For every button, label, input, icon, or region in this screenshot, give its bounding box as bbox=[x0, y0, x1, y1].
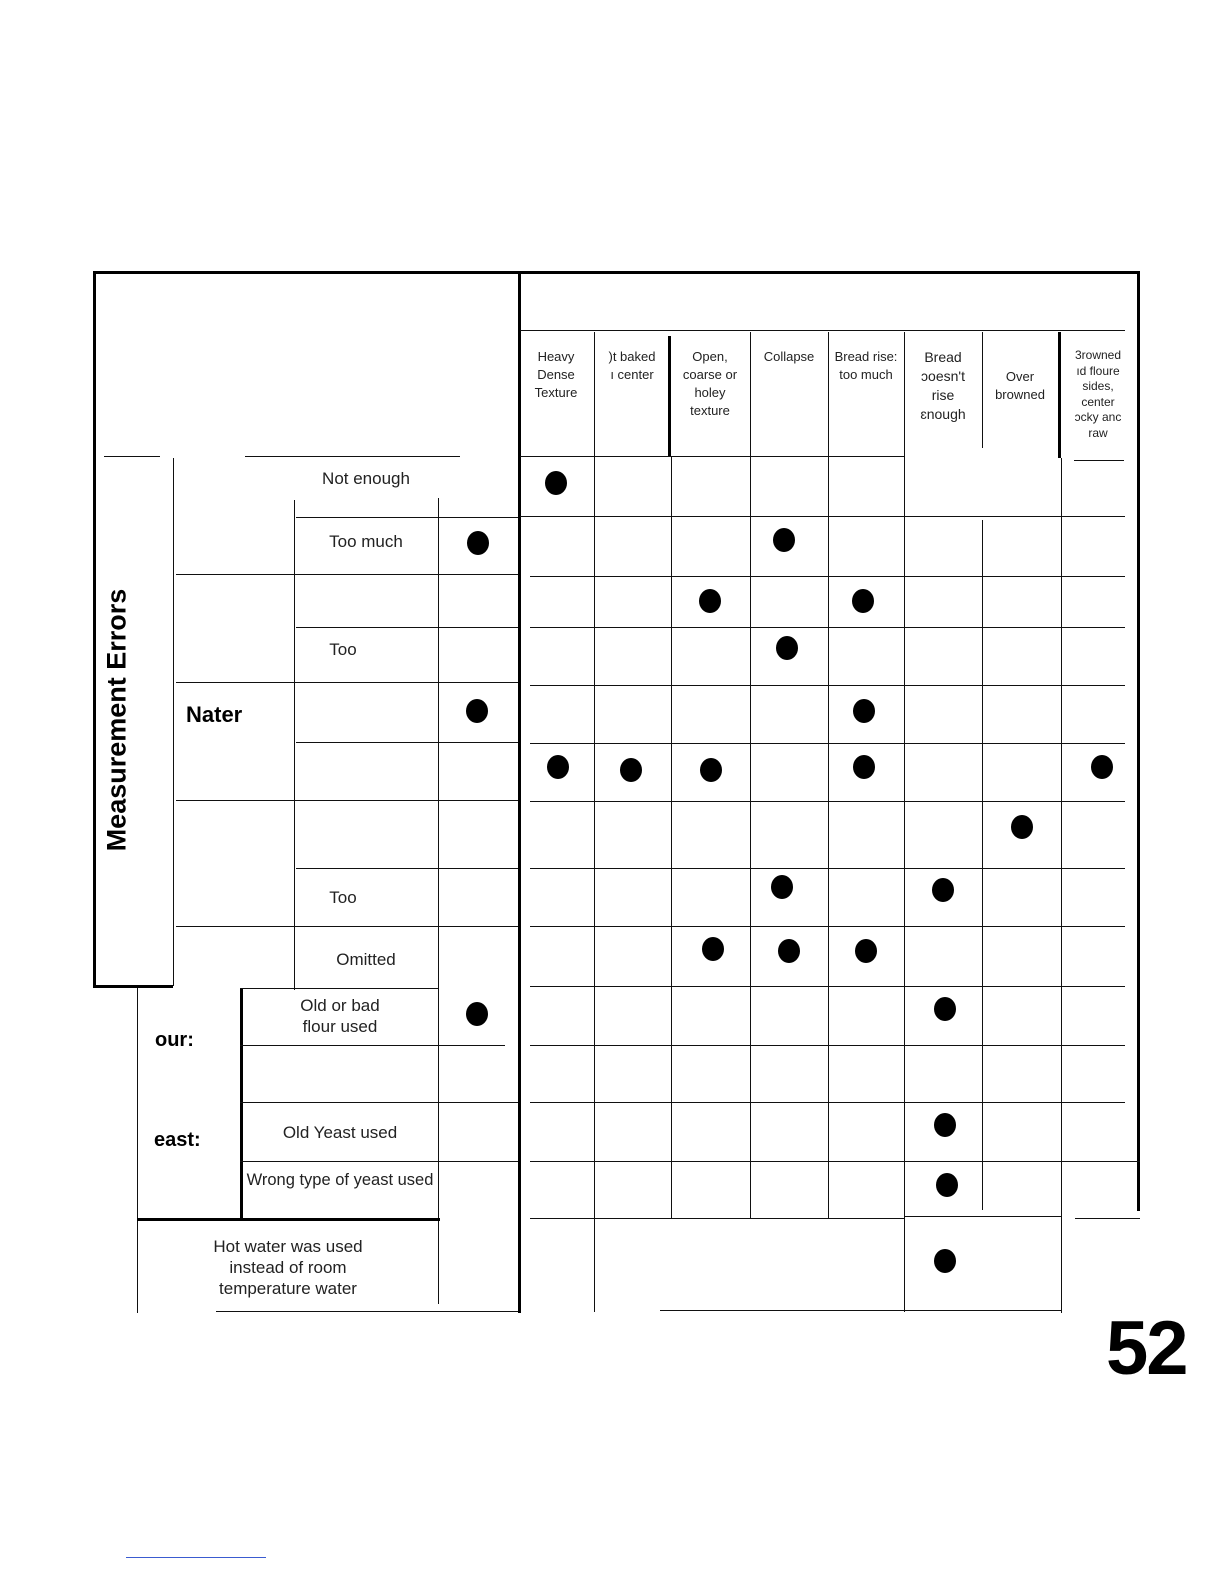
marker-dot bbox=[771, 875, 793, 899]
row-label-wrong-yeast: Wrong type of yeast used bbox=[246, 1171, 434, 1189]
row-label-omitted: Omitted bbox=[336, 950, 396, 969]
col-header-over-browned: Over browned bbox=[995, 369, 1045, 402]
marker-dot bbox=[852, 589, 874, 613]
marker-dot bbox=[547, 755, 569, 779]
marker-dot bbox=[467, 531, 489, 555]
marker-dot bbox=[545, 471, 567, 495]
col-header-collapse: Collapse bbox=[763, 349, 815, 364]
col-header-doesnt-rise: Bread ɔoesn't rise ɛnough bbox=[920, 349, 966, 422]
marker-dot bbox=[702, 937, 724, 961]
group-label-flour: our: bbox=[155, 1029, 194, 1051]
col-header-open-coarse: Open, coarse or holey texture bbox=[682, 349, 738, 418]
row-label-hot-water: Hot water was used instead of room temperature water bbox=[213, 1237, 363, 1298]
footer-rule bbox=[126, 1557, 266, 1558]
row-label-too-1: Too bbox=[329, 640, 357, 659]
marker-dot bbox=[773, 528, 795, 552]
marker-dot bbox=[620, 758, 642, 782]
marker-dot bbox=[853, 699, 875, 723]
marker-dot bbox=[1091, 755, 1113, 779]
marker-dot bbox=[778, 939, 800, 963]
marker-dot bbox=[932, 878, 954, 902]
marker-dot bbox=[776, 636, 798, 660]
marker-dot bbox=[466, 699, 488, 723]
page-number: 52 bbox=[1106, 1306, 1187, 1391]
col-header-not-baked-center: )t baked ı center bbox=[608, 349, 656, 382]
marker-dot bbox=[934, 1113, 956, 1137]
row-label-old-yeast: Old Yeast used bbox=[282, 1123, 398, 1142]
group-label-yeast: east: bbox=[154, 1129, 201, 1151]
marker-dot bbox=[466, 1002, 488, 1026]
marker-dot bbox=[1011, 815, 1033, 839]
marker-dot bbox=[853, 755, 875, 779]
row-label-not-enough: Not enough bbox=[322, 469, 410, 488]
col-header-browned-sides: 3rowned ıd floure sides, center ɔcky anc raw bbox=[1074, 348, 1122, 440]
row-label-too-2: Too bbox=[329, 888, 357, 907]
marker-dot bbox=[855, 939, 877, 963]
col-header-rises-too-much: Bread rise: too much bbox=[834, 349, 898, 382]
marker-dot bbox=[699, 589, 721, 613]
group-label-water: Nater bbox=[186, 702, 243, 727]
marker-dot bbox=[934, 997, 956, 1021]
marker-dot bbox=[934, 1249, 956, 1273]
marker-dot bbox=[936, 1173, 958, 1197]
col-header-heavy-dense: Heavy Dense Texture bbox=[534, 349, 578, 400]
row-label-old-bad-flour: Old or bad flour used bbox=[300, 996, 380, 1036]
row-label-too-much: Too much bbox=[329, 532, 403, 551]
marker-dot bbox=[700, 758, 722, 782]
section-title-measurement-errors: Measurement Errors bbox=[101, 588, 132, 852]
